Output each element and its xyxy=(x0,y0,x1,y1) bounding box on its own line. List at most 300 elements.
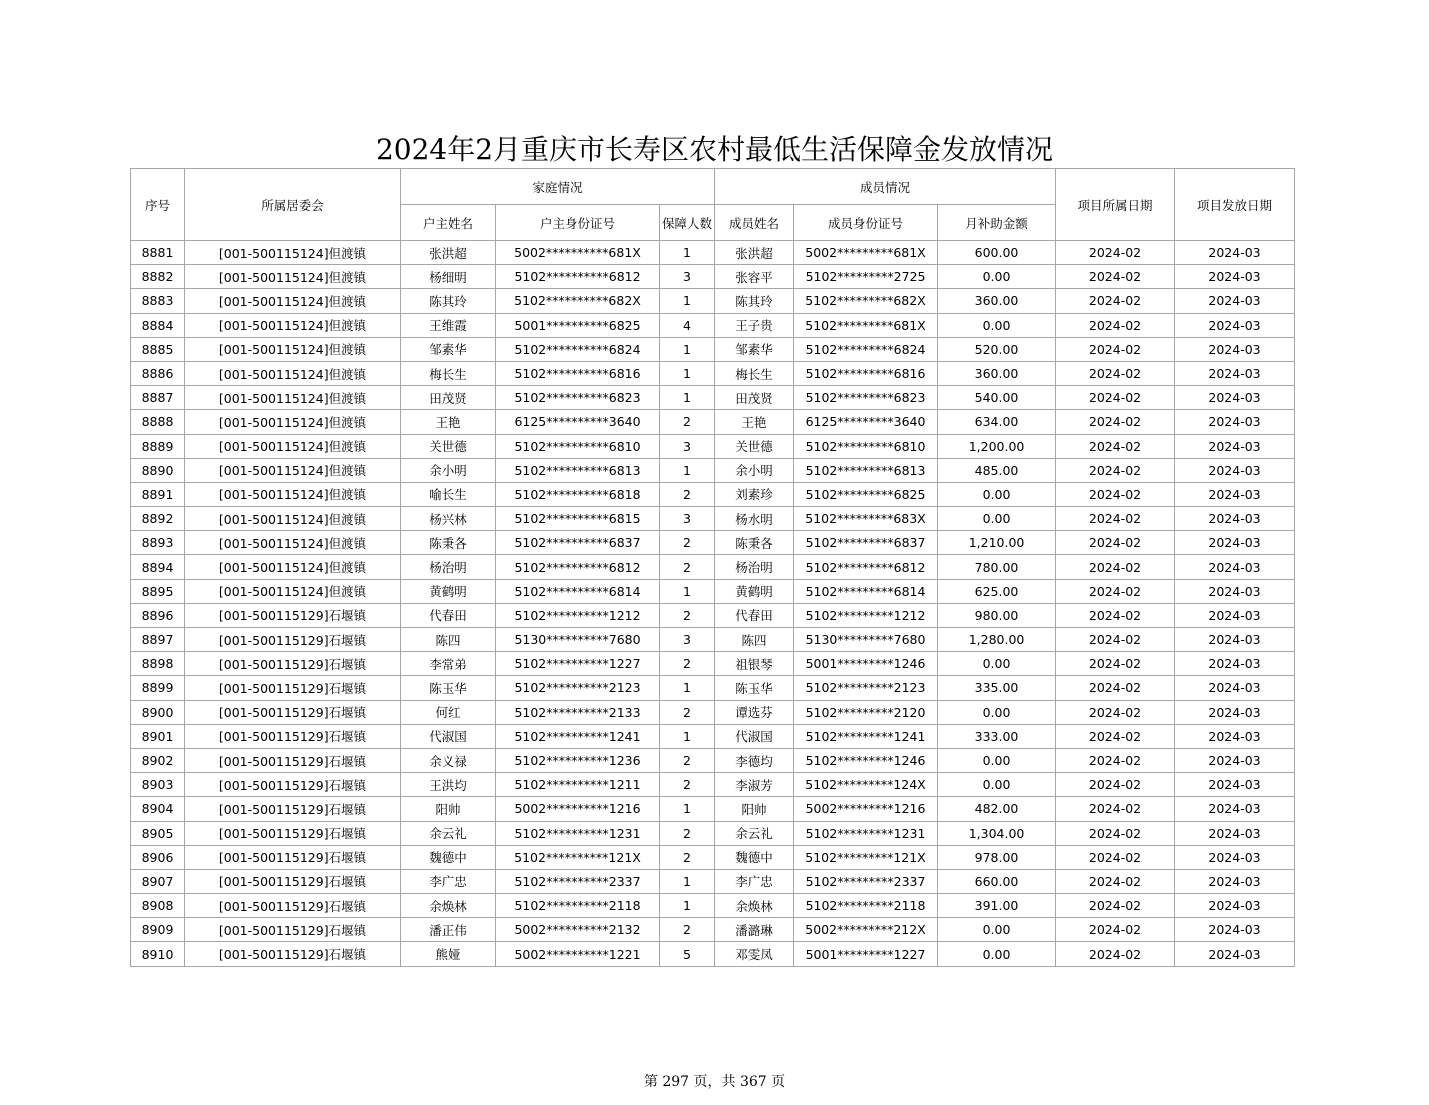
covered-count-cell: 2 xyxy=(660,555,715,579)
seq-cell: 8905 xyxy=(131,821,185,845)
committee-cell: [001-500115129]石堰镇 xyxy=(185,869,401,893)
committee-cell: [001-500115129]石堰镇 xyxy=(185,700,401,724)
issue-date-cell: 2024-03 xyxy=(1175,700,1295,724)
monthly-amount-cell: 660.00 xyxy=(938,869,1056,893)
member-id-cell: 5002*********681X xyxy=(794,241,938,265)
seq-cell: 8888 xyxy=(131,410,185,434)
covered-count-cell: 3 xyxy=(660,507,715,531)
header-monthly-amount: 月补助金额 xyxy=(938,205,1056,241)
head-id-cell: 5102**********1211 xyxy=(496,773,660,797)
head-id-cell: 5002**********2132 xyxy=(496,918,660,942)
seq-cell: 8886 xyxy=(131,361,185,385)
head-id-cell: 5002**********1221 xyxy=(496,942,660,966)
seq-cell: 8889 xyxy=(131,434,185,458)
project-date-cell: 2024-02 xyxy=(1056,579,1175,603)
monthly-amount-cell: 391.00 xyxy=(938,894,1056,918)
member-id-cell: 5102*********2118 xyxy=(794,894,938,918)
covered-count-cell: 2 xyxy=(660,821,715,845)
issue-date-cell: 2024-03 xyxy=(1175,337,1295,361)
member-name-cell: 杨治明 xyxy=(715,555,794,579)
issue-date-cell: 2024-03 xyxy=(1175,555,1295,579)
member-name-cell: 黄鹤明 xyxy=(715,579,794,603)
project-date-cell: 2024-02 xyxy=(1056,289,1175,313)
table-row xyxy=(131,676,1295,700)
member-id-cell: 5102*********2120 xyxy=(794,700,938,724)
committee-cell: [001-500115124]但渡镇 xyxy=(185,337,401,361)
issue-date-cell: 2024-03 xyxy=(1175,241,1295,265)
header-seq: 序号 xyxy=(131,169,185,241)
committee-cell: [001-500115129]石堰镇 xyxy=(185,942,401,966)
head-id-cell: 5102**********6812 xyxy=(496,265,660,289)
head-id-cell: 6125**********3640 xyxy=(496,410,660,434)
member-name-cell: 陈四 xyxy=(715,628,794,652)
head-name-cell: 陈其玲 xyxy=(401,289,496,313)
monthly-amount-cell: 1,280.00 xyxy=(938,628,1056,652)
issue-date-cell: 2024-03 xyxy=(1175,628,1295,652)
head-id-cell: 5102**********1241 xyxy=(496,724,660,748)
head-id-cell: 5102**********682X xyxy=(496,289,660,313)
seq-cell: 8903 xyxy=(131,773,185,797)
table-row xyxy=(131,313,1295,337)
head-name-cell: 余云礼 xyxy=(401,821,496,845)
head-name-cell: 杨治明 xyxy=(401,555,496,579)
head-name-cell: 邹素华 xyxy=(401,337,496,361)
seq-cell: 8908 xyxy=(131,894,185,918)
member-id-cell: 5102*********121X xyxy=(794,845,938,869)
monthly-amount-cell: 0.00 xyxy=(938,265,1056,289)
table-row xyxy=(131,410,1295,434)
head-id-cell: 5002**********1216 xyxy=(496,797,660,821)
member-id-cell: 5102*********2725 xyxy=(794,265,938,289)
committee-cell: [001-500115129]石堰镇 xyxy=(185,603,401,627)
committee-cell: [001-500115129]石堰镇 xyxy=(185,724,401,748)
committee-cell: [001-500115124]但渡镇 xyxy=(185,410,401,434)
seq-cell: 8907 xyxy=(131,869,185,893)
table-row xyxy=(131,797,1295,821)
seq-cell: 8890 xyxy=(131,458,185,482)
seq-cell: 8904 xyxy=(131,797,185,821)
head-name-cell: 余义禄 xyxy=(401,748,496,772)
head-id-cell: 5102**********6810 xyxy=(496,434,660,458)
seq-cell: 8891 xyxy=(131,482,185,506)
header-project-date: 项目所属日期 xyxy=(1056,169,1175,241)
project-date-cell: 2024-02 xyxy=(1056,361,1175,385)
covered-count-cell: 1 xyxy=(660,386,715,410)
issue-date-cell: 2024-03 xyxy=(1175,845,1295,869)
covered-count-cell: 1 xyxy=(660,579,715,603)
member-name-cell: 陈其玲 xyxy=(715,289,794,313)
seq-cell: 8899 xyxy=(131,676,185,700)
member-id-cell: 5001*********1246 xyxy=(794,652,938,676)
seq-cell: 8895 xyxy=(131,579,185,603)
member-name-cell: 阳帅 xyxy=(715,797,794,821)
member-id-cell: 5102*********683X xyxy=(794,507,938,531)
table-row xyxy=(131,289,1295,313)
monthly-amount-cell: 0.00 xyxy=(938,507,1056,531)
table-row xyxy=(131,942,1295,966)
project-date-cell: 2024-02 xyxy=(1056,531,1175,555)
monthly-amount-cell: 0.00 xyxy=(938,918,1056,942)
project-date-cell: 2024-02 xyxy=(1056,918,1175,942)
seq-cell: 8881 xyxy=(131,241,185,265)
monthly-amount-cell: 482.00 xyxy=(938,797,1056,821)
head-name-cell: 王艳 xyxy=(401,410,496,434)
project-date-cell: 2024-02 xyxy=(1056,821,1175,845)
project-date-cell: 2024-02 xyxy=(1056,555,1175,579)
covered-count-cell: 2 xyxy=(660,410,715,434)
seq-cell: 8897 xyxy=(131,628,185,652)
issue-date-cell: 2024-03 xyxy=(1175,410,1295,434)
head-name-cell: 杨兴林 xyxy=(401,507,496,531)
member-name-cell: 张容平 xyxy=(715,265,794,289)
table-body xyxy=(131,241,1295,967)
issue-date-cell: 2024-03 xyxy=(1175,289,1295,313)
head-id-cell: 5102**********6824 xyxy=(496,337,660,361)
head-name-cell: 何红 xyxy=(401,700,496,724)
head-name-cell: 喻长生 xyxy=(401,482,496,506)
member-id-cell: 5102*********1241 xyxy=(794,724,938,748)
committee-cell: [001-500115124]但渡镇 xyxy=(185,579,401,603)
project-date-cell: 2024-02 xyxy=(1056,797,1175,821)
issue-date-cell: 2024-03 xyxy=(1175,821,1295,845)
member-name-cell: 邓雯凤 xyxy=(715,942,794,966)
table-row xyxy=(131,265,1295,289)
head-id-cell: 5102**********2118 xyxy=(496,894,660,918)
table-row xyxy=(131,507,1295,531)
member-id-cell: 5130*********7680 xyxy=(794,628,938,652)
issue-date-cell: 2024-03 xyxy=(1175,361,1295,385)
covered-count-cell: 3 xyxy=(660,265,715,289)
member-name-cell: 李淑芳 xyxy=(715,773,794,797)
project-date-cell: 2024-02 xyxy=(1056,265,1175,289)
head-id-cell: 5102**********6818 xyxy=(496,482,660,506)
head-id-cell: 5102**********6812 xyxy=(496,555,660,579)
table-row xyxy=(131,700,1295,724)
covered-count-cell: 2 xyxy=(660,700,715,724)
member-id-cell: 5102*********1212 xyxy=(794,603,938,627)
covered-count-cell: 1 xyxy=(660,676,715,700)
covered-count-cell: 1 xyxy=(660,894,715,918)
covered-count-cell: 3 xyxy=(660,628,715,652)
member-id-cell: 5102*********6812 xyxy=(794,555,938,579)
covered-count-cell: 5 xyxy=(660,942,715,966)
head-name-cell: 梅长生 xyxy=(401,361,496,385)
covered-count-cell: 1 xyxy=(660,337,715,361)
monthly-amount-cell: 780.00 xyxy=(938,555,1056,579)
head-name-cell: 余小明 xyxy=(401,458,496,482)
table-row xyxy=(131,482,1295,506)
committee-cell: [001-500115129]石堰镇 xyxy=(185,845,401,869)
member-name-cell: 杨水明 xyxy=(715,507,794,531)
committee-cell: [001-500115129]石堰镇 xyxy=(185,676,401,700)
covered-count-cell: 1 xyxy=(660,797,715,821)
member-id-cell: 5002*********212X xyxy=(794,918,938,942)
committee-cell: [001-500115124]但渡镇 xyxy=(185,289,401,313)
table-row xyxy=(131,603,1295,627)
member-id-cell: 5102*********2337 xyxy=(794,869,938,893)
covered-count-cell: 1 xyxy=(660,289,715,313)
issue-date-cell: 2024-03 xyxy=(1175,942,1295,966)
member-id-cell: 5102*********681X xyxy=(794,313,938,337)
header-member-group: 成员情况 xyxy=(715,169,1056,205)
head-name-cell: 阳帅 xyxy=(401,797,496,821)
head-id-cell: 5102**********121X xyxy=(496,845,660,869)
issue-date-cell: 2024-03 xyxy=(1175,724,1295,748)
seq-cell: 8887 xyxy=(131,386,185,410)
covered-count-cell: 4 xyxy=(660,313,715,337)
project-date-cell: 2024-02 xyxy=(1056,700,1175,724)
header-family-group: 家庭情况 xyxy=(401,169,715,205)
monthly-amount-cell: 485.00 xyxy=(938,458,1056,482)
issue-date-cell: 2024-03 xyxy=(1175,676,1295,700)
committee-cell: [001-500115124]但渡镇 xyxy=(185,531,401,555)
monthly-amount-cell: 0.00 xyxy=(938,700,1056,724)
issue-date-cell: 2024-03 xyxy=(1175,894,1295,918)
issue-date-cell: 2024-03 xyxy=(1175,458,1295,482)
issue-date-cell: 2024-03 xyxy=(1175,652,1295,676)
table-row xyxy=(131,894,1295,918)
monthly-amount-cell: 1,304.00 xyxy=(938,821,1056,845)
head-name-cell: 潘正伟 xyxy=(401,918,496,942)
covered-count-cell: 2 xyxy=(660,652,715,676)
head-id-cell: 5102**********6816 xyxy=(496,361,660,385)
member-name-cell: 梅长生 xyxy=(715,361,794,385)
table-row xyxy=(131,845,1295,869)
head-name-cell: 陈玉华 xyxy=(401,676,496,700)
table-row xyxy=(131,773,1295,797)
member-id-cell: 5001*********1227 xyxy=(794,942,938,966)
table-row xyxy=(131,458,1295,482)
head-name-cell: 代淑国 xyxy=(401,724,496,748)
head-name-cell: 陈秉各 xyxy=(401,531,496,555)
header-issue-date: 项目发放日期 xyxy=(1175,169,1295,241)
covered-count-cell: 2 xyxy=(660,603,715,627)
member-name-cell: 陈秉各 xyxy=(715,531,794,555)
table-row xyxy=(131,241,1295,265)
member-name-cell: 李德均 xyxy=(715,748,794,772)
covered-count-cell: 2 xyxy=(660,773,715,797)
monthly-amount-cell: 0.00 xyxy=(938,482,1056,506)
issue-date-cell: 2024-03 xyxy=(1175,748,1295,772)
issue-date-cell: 2024-03 xyxy=(1175,918,1295,942)
head-name-cell: 李广忠 xyxy=(401,869,496,893)
covered-count-cell: 1 xyxy=(660,458,715,482)
head-name-cell: 陈四 xyxy=(401,628,496,652)
project-date-cell: 2024-02 xyxy=(1056,313,1175,337)
header-member-id: 成员身份证号 xyxy=(794,205,938,241)
monthly-amount-cell: 0.00 xyxy=(938,942,1056,966)
member-id-cell: 5102*********2123 xyxy=(794,676,938,700)
member-name-cell: 余焕林 xyxy=(715,894,794,918)
head-name-cell: 关世德 xyxy=(401,434,496,458)
monthly-amount-cell: 0.00 xyxy=(938,773,1056,797)
committee-cell: [001-500115129]石堰镇 xyxy=(185,918,401,942)
member-id-cell: 5002*********1216 xyxy=(794,797,938,821)
member-id-cell: 5102*********6816 xyxy=(794,361,938,385)
head-name-cell: 王维霞 xyxy=(401,313,496,337)
head-id-cell: 5002**********681X xyxy=(496,241,660,265)
seq-cell: 8885 xyxy=(131,337,185,361)
header-committee: 所属居委会 xyxy=(185,169,401,241)
member-id-cell: 5102*********124X xyxy=(794,773,938,797)
page-title: 2024年2月重庆市长寿区农村最低生活保障金发放情况 xyxy=(375,133,1054,166)
committee-cell: [001-500115124]但渡镇 xyxy=(185,361,401,385)
member-name-cell: 刘素珍 xyxy=(715,482,794,506)
seq-cell: 8906 xyxy=(131,845,185,869)
head-name-cell: 黄鹤明 xyxy=(401,579,496,603)
covered-count-cell: 2 xyxy=(660,918,715,942)
committee-cell: [001-500115124]但渡镇 xyxy=(185,265,401,289)
member-name-cell: 邹素华 xyxy=(715,337,794,361)
project-date-cell: 2024-02 xyxy=(1056,434,1175,458)
project-date-cell: 2024-02 xyxy=(1056,628,1175,652)
head-id-cell: 5001**********6825 xyxy=(496,313,660,337)
seq-cell: 8894 xyxy=(131,555,185,579)
covered-count-cell: 2 xyxy=(660,531,715,555)
issue-date-cell: 2024-03 xyxy=(1175,313,1295,337)
committee-cell: [001-500115124]但渡镇 xyxy=(185,507,401,531)
monthly-amount-cell: 0.00 xyxy=(938,313,1056,337)
member-name-cell: 李广忠 xyxy=(715,869,794,893)
issue-date-cell: 2024-03 xyxy=(1175,773,1295,797)
committee-cell: [001-500115124]但渡镇 xyxy=(185,555,401,579)
project-date-cell: 2024-02 xyxy=(1056,507,1175,531)
committee-cell: [001-500115124]但渡镇 xyxy=(185,313,401,337)
member-name-cell: 王子贵 xyxy=(715,313,794,337)
head-id-cell: 5102**********6815 xyxy=(496,507,660,531)
member-id-cell: 5102*********6810 xyxy=(794,434,938,458)
head-name-cell: 魏德中 xyxy=(401,845,496,869)
member-name-cell: 魏德中 xyxy=(715,845,794,869)
covered-count-cell: 3 xyxy=(660,434,715,458)
seq-cell: 8902 xyxy=(131,748,185,772)
head-id-cell: 5102**********6837 xyxy=(496,531,660,555)
relief-table xyxy=(130,168,1295,967)
seq-cell: 8901 xyxy=(131,724,185,748)
covered-count-cell: 1 xyxy=(660,724,715,748)
seq-cell: 8882 xyxy=(131,265,185,289)
head-name-cell: 熊娅 xyxy=(401,942,496,966)
member-name-cell: 代春田 xyxy=(715,603,794,627)
header-covered-count: 保障人数 xyxy=(660,205,715,241)
header-head-name: 户主姓名 xyxy=(401,205,496,241)
member-name-cell: 余云礼 xyxy=(715,821,794,845)
head-name-cell: 李常弟 xyxy=(401,652,496,676)
monthly-amount-cell: 634.00 xyxy=(938,410,1056,434)
issue-date-cell: 2024-03 xyxy=(1175,531,1295,555)
head-id-cell: 5130**********7680 xyxy=(496,628,660,652)
project-date-cell: 2024-02 xyxy=(1056,748,1175,772)
issue-date-cell: 2024-03 xyxy=(1175,434,1295,458)
seq-cell: 8884 xyxy=(131,313,185,337)
head-name-cell: 王洪均 xyxy=(401,773,496,797)
seq-cell: 8898 xyxy=(131,652,185,676)
monthly-amount-cell: 625.00 xyxy=(938,579,1056,603)
committee-cell: [001-500115124]但渡镇 xyxy=(185,482,401,506)
table-row xyxy=(131,869,1295,893)
issue-date-cell: 2024-03 xyxy=(1175,579,1295,603)
monthly-amount-cell: 333.00 xyxy=(938,724,1056,748)
issue-date-cell: 2024-03 xyxy=(1175,482,1295,506)
project-date-cell: 2024-02 xyxy=(1056,869,1175,893)
covered-count-cell: 2 xyxy=(660,845,715,869)
head-id-cell: 5102**********1212 xyxy=(496,603,660,627)
monthly-amount-cell: 600.00 xyxy=(938,241,1056,265)
head-id-cell: 5102**********2337 xyxy=(496,869,660,893)
header-member-name: 成员姓名 xyxy=(715,205,794,241)
project-date-cell: 2024-02 xyxy=(1056,458,1175,482)
seq-cell: 8893 xyxy=(131,531,185,555)
head-name-cell: 田茂贤 xyxy=(401,386,496,410)
monthly-amount-cell: 335.00 xyxy=(938,676,1056,700)
project-date-cell: 2024-02 xyxy=(1056,942,1175,966)
member-name-cell: 王艳 xyxy=(715,410,794,434)
seq-cell: 8900 xyxy=(131,700,185,724)
table-row xyxy=(131,748,1295,772)
page-footer: 第 297 页，共 367 页 xyxy=(643,1074,786,1090)
project-date-cell: 2024-02 xyxy=(1056,652,1175,676)
member-name-cell: 关世德 xyxy=(715,434,794,458)
monthly-amount-cell: 540.00 xyxy=(938,386,1056,410)
issue-date-cell: 2024-03 xyxy=(1175,507,1295,531)
head-name-cell: 余焕林 xyxy=(401,894,496,918)
head-id-cell: 5102**********6823 xyxy=(496,386,660,410)
head-name-cell: 代春田 xyxy=(401,603,496,627)
covered-count-cell: 1 xyxy=(660,869,715,893)
table-row xyxy=(131,652,1295,676)
member-name-cell: 代淑国 xyxy=(715,724,794,748)
seq-cell: 8883 xyxy=(131,289,185,313)
committee-cell: [001-500115124]但渡镇 xyxy=(185,434,401,458)
monthly-amount-cell: 0.00 xyxy=(938,652,1056,676)
covered-count-cell: 2 xyxy=(660,482,715,506)
head-name-cell: 张洪超 xyxy=(401,241,496,265)
table-row xyxy=(131,628,1295,652)
member-name-cell: 张洪超 xyxy=(715,241,794,265)
issue-date-cell: 2024-03 xyxy=(1175,386,1295,410)
member-name-cell: 余小明 xyxy=(715,458,794,482)
monthly-amount-cell: 978.00 xyxy=(938,845,1056,869)
member-id-cell: 5102*********6814 xyxy=(794,579,938,603)
member-name-cell: 谭选芬 xyxy=(715,700,794,724)
table-row xyxy=(131,724,1295,748)
table-row xyxy=(131,531,1295,555)
committee-cell: [001-500115129]石堰镇 xyxy=(185,652,401,676)
committee-cell: [001-500115129]石堰镇 xyxy=(185,628,401,652)
head-id-cell: 5102**********2133 xyxy=(496,700,660,724)
member-name-cell: 田茂贤 xyxy=(715,386,794,410)
project-date-cell: 2024-02 xyxy=(1056,845,1175,869)
member-id-cell: 5102*********6823 xyxy=(794,386,938,410)
committee-cell: [001-500115129]石堰镇 xyxy=(185,894,401,918)
head-id-cell: 5102**********6813 xyxy=(496,458,660,482)
seq-cell: 8910 xyxy=(131,942,185,966)
member-name-cell: 潘潞琳 xyxy=(715,918,794,942)
member-id-cell: 5102*********6813 xyxy=(794,458,938,482)
project-date-cell: 2024-02 xyxy=(1056,482,1175,506)
member-id-cell: 5102*********6837 xyxy=(794,531,938,555)
table-row xyxy=(131,555,1295,579)
project-date-cell: 2024-02 xyxy=(1056,386,1175,410)
head-id-cell: 5102**********1236 xyxy=(496,748,660,772)
table-row xyxy=(131,386,1295,410)
project-date-cell: 2024-02 xyxy=(1056,773,1175,797)
committee-cell: [001-500115124]但渡镇 xyxy=(185,241,401,265)
committee-cell: [001-500115124]但渡镇 xyxy=(185,386,401,410)
project-date-cell: 2024-02 xyxy=(1056,894,1175,918)
head-id-cell: 5102**********1231 xyxy=(496,821,660,845)
committee-cell: [001-500115129]石堰镇 xyxy=(185,773,401,797)
